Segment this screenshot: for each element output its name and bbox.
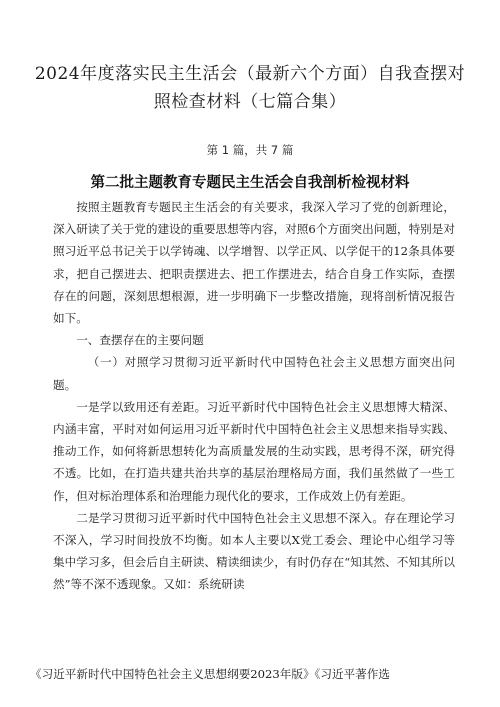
section-heading: 第二批主题教育专题民主生活会自我剖析检视材料 bbox=[90, 175, 410, 191]
body-paragraph: 二是学习贯彻习近平新时代中国特色社会主义思想不深入。存在理论学习不深入，学习时间投放不均衡。如本人主要以X党工委会、理论中心组学习等集中学习多，但会后自主研读、精读细读少，有时仍存在“知其然、不知其所以然”等不深不透现象。又如：系统研读 bbox=[53, 510, 455, 592]
body-paragraph: 一是学以致用还有差距。习近平新时代中国特色社会主义思想博大精深、内涵丰富，平时对如何运用习近平新时代中国特色社会主义思想来指导实践、推动工作，如何将新思想转化为高质量发展的生动实践，思考得不深，研究得不透。比如，在打造共建共治共享的基层治理格局方面，我们虽然做了一些工作，但对标治理体系和治理能力现代化的要求，工作成效上仍有差距。 bbox=[53, 399, 455, 503]
body-text bbox=[53, 196, 455, 596]
heading-level-1: 一、查摆存在的主要问题 bbox=[76, 333, 204, 348]
document-title: 2024年度落实民主生活会（最新六个方面）自我查摆对照检查材料（七篇合集） bbox=[34, 64, 466, 112]
heading-level-2: （一）对照学习贯彻习近平新时代中国特色社会主义思想方面突出问题。 bbox=[53, 355, 455, 392]
next-page-text: 《习近平新时代中国特色社会主义思想纲要2023年版》《习近平著作选 bbox=[30, 667, 390, 681]
intro-paragraph: 按照主题教育专题民主生活会的有关要求，我深入学习了党的创新理论，深入研读了关于党的建设的重要思想等内容，对照6个方面突出问题，特别是对照习近平总书记关于以学铸魂、以学增智、以学正风、以学促干的12条具体要求，把自己摆进去、把职责摆进去、把工作摆进去，结合自身工作实际，查摆存在的问题，深刻思想根源，进一步明确下一步整改措施，现将剖析情况报告如下。 bbox=[53, 200, 455, 326]
page-counter: 第 1 篇，共 7 篇 bbox=[206, 143, 294, 157]
